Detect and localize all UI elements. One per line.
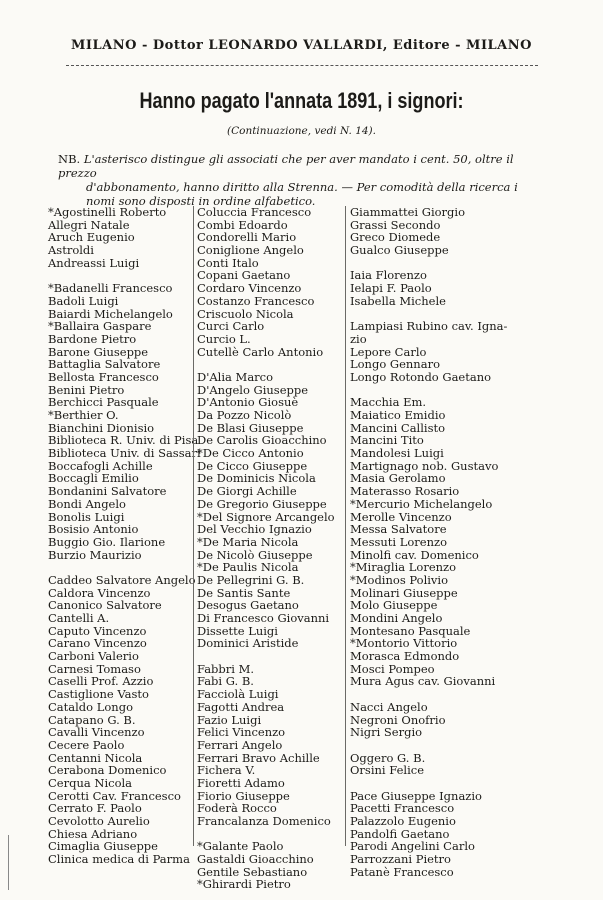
subscriber-name: Curcio L. bbox=[197, 331, 251, 346]
subscriber-name: *Ghirardi Pietro bbox=[197, 877, 291, 892]
subscriber-name: *Galante Paolo bbox=[197, 839, 284, 854]
subscriber-name: Coluccia Francesco bbox=[197, 205, 312, 219]
subscriber-name: Andreassi Luigi bbox=[48, 255, 140, 270]
subscriber-name: Bosisio Antonio bbox=[48, 522, 139, 537]
subscriber-name: Nigri Sergio bbox=[350, 725, 423, 740]
page-edge-mark bbox=[8, 835, 9, 890]
subscriber-name: Oggero G. B. bbox=[350, 750, 426, 765]
subscriber-name: Chiesa Adriano bbox=[48, 826, 138, 841]
subscriber-name: Bardone Pietro bbox=[48, 331, 137, 346]
subscriber-name: Cecere Paolo bbox=[48, 737, 125, 752]
subscriber-name: Cordaro Vincenzo bbox=[197, 281, 302, 296]
nb-line-1: L'asterisco distingue gli associati che per aver mandato i cent. 50, oltre il prezzo bbox=[58, 152, 514, 180]
subscriber-name: Boccafogli Achille bbox=[48, 458, 153, 473]
subscriber-name: Lepore Carlo bbox=[350, 344, 427, 359]
subscriber-name: Dissette Luigi bbox=[197, 623, 278, 638]
subscriber-name: Macchia Em. bbox=[350, 395, 427, 410]
names-column-3 bbox=[350, 206, 550, 878]
subscriber-name: Fichera V. bbox=[197, 763, 256, 778]
subscriber-name: Cerotti Cav. Francesco bbox=[48, 788, 181, 803]
names-column-2 bbox=[197, 206, 343, 891]
subscriber-name: Copani Gaetano bbox=[197, 268, 291, 283]
subscriber-name: *Mercurio Michelangelo bbox=[350, 496, 493, 511]
subscriber-name: Patanè Francesco bbox=[350, 864, 454, 879]
subscriber-name: Bondanini Salvatore bbox=[48, 484, 167, 499]
subscriber-name: D'Antonio Giosuè bbox=[197, 395, 299, 410]
subscriber-name: Caselli Prof. Azzio bbox=[48, 674, 154, 689]
subscriber-name: Caputo Vincenzo bbox=[48, 623, 147, 638]
subscriber-name: Baiardi Michelangelo bbox=[48, 306, 173, 321]
subscriber-name: Mosci Pompeo bbox=[350, 661, 435, 676]
subscriber-name: *De Maria Nicola bbox=[197, 534, 299, 549]
section-gap bbox=[350, 777, 550, 790]
section-gap bbox=[350, 739, 550, 752]
subscriber-name: zio bbox=[350, 331, 367, 346]
subscriber-name: Badoli Luigi bbox=[48, 293, 119, 308]
subscriber-name: Biblioteca Univ. di Sassari bbox=[48, 446, 201, 461]
subscriber-name: Mandolesi Luigi bbox=[350, 446, 444, 461]
subscriber-name: Carano Vincenzo bbox=[48, 636, 147, 651]
header-ornament-rule bbox=[66, 57, 538, 66]
subscriber-name: Francalanza Domenico bbox=[197, 814, 331, 828]
subscriber-name: Grassi Secondo bbox=[350, 217, 441, 232]
section-gap bbox=[350, 688, 550, 701]
subscriber-name: Centanni Nicola bbox=[48, 750, 143, 765]
subscriber-name: *Agostinelli Roberto bbox=[48, 205, 167, 219]
subscriber-name: Felici Vincenzo bbox=[197, 725, 286, 740]
subscriber-name: De Carolis Gioacchino bbox=[197, 433, 327, 448]
subscriber-name: Burzio Maurizio bbox=[48, 547, 142, 562]
subscriber-name: Bellosta Francesco bbox=[48, 369, 159, 384]
nb-note bbox=[58, 152, 550, 208]
subscriber-name: Cutellè Carlo Antonio bbox=[197, 344, 324, 359]
nb-line-2: d'abbonamento, hanno diritto alla Strenna. — Per comodità della ricerca i bbox=[86, 180, 518, 194]
subscriber-name: Parrozzani Pietro bbox=[350, 852, 451, 867]
subscriber-name: Boccagli Emilio bbox=[48, 471, 139, 486]
subscriber-name: Barone Giuseppe bbox=[48, 344, 149, 359]
subscriber-name: Buggio Gio. Ilarione bbox=[48, 534, 166, 549]
subscriber-name: Ielapi F. Paolo bbox=[350, 281, 432, 296]
subscriber-name: *Miraglia Lorenzo bbox=[350, 560, 457, 575]
subscriber-name: Masia Gerolamo bbox=[350, 471, 446, 486]
subscriber-name: Maiatico Emidio bbox=[350, 408, 446, 422]
subscriber-name: Molinari Giuseppe bbox=[350, 585, 458, 600]
subscriber-name: Pandolfi Gaetano bbox=[350, 826, 450, 841]
subscriber-name: Condorelli Mario bbox=[197, 230, 297, 245]
subscriber-name: Merolle Vincenzo bbox=[350, 509, 452, 524]
subscriber-name: Battaglia Salvatore bbox=[48, 357, 161, 372]
subscriber-name: Dominici Aristide bbox=[197, 636, 299, 651]
subscriber-name: De Cicco Giuseppe bbox=[197, 458, 308, 473]
section-gap bbox=[197, 650, 343, 663]
continuation-note: (Continuazione, vedi N. 14). bbox=[227, 125, 376, 137]
subscriber-name: *De Cicco Antonio bbox=[197, 446, 304, 461]
subscriber-name: *Ballaira Gaspare bbox=[48, 319, 152, 334]
subscriber-name: *De Paulis Nicola bbox=[197, 560, 299, 575]
subscriber-name: Pacetti Francesco bbox=[350, 801, 455, 816]
subscriber-name: Carnesi Tomaso bbox=[48, 661, 141, 676]
subscriber-name: Cevolotto Aurelio bbox=[48, 814, 150, 828]
nb-line-3: nomi sono disposti in ordine alfabetico. bbox=[86, 194, 316, 208]
subscriber-name: Fiorio Giuseppe bbox=[197, 788, 290, 803]
subscriber-name: Desogus Gaetano bbox=[197, 598, 299, 613]
subscriber-name: Da Pozzo Nicolò bbox=[197, 408, 292, 422]
subscriber-name: Combi Edoardo bbox=[197, 217, 288, 232]
subscriber-name: Conti Italo bbox=[197, 255, 259, 270]
subscriber-name: Cimaglia Giuseppe bbox=[48, 839, 158, 854]
subscriber-name: Fioretti Adamo bbox=[197, 775, 285, 790]
subscriber-name: Criscuolo Nicola bbox=[197, 306, 294, 321]
subscriber-name: Giammattei Giorgio bbox=[350, 205, 466, 219]
subscriber-name: Foderà Rocco bbox=[197, 801, 277, 816]
subscriber-name: Cerabona Domenico bbox=[48, 763, 167, 778]
subscriber-name: Astroldi bbox=[48, 243, 94, 258]
subscriber-name: D'Angelo Giuseppe bbox=[197, 382, 309, 397]
subscriber-name: Bonolis Luigi bbox=[48, 509, 125, 524]
subscriber-name: Costanzo Francesco bbox=[197, 293, 315, 308]
subscriber-name: *Modinos Polivio bbox=[350, 572, 449, 587]
subscriber-name: Longo Rotondo Gaetano bbox=[350, 369, 492, 384]
subscriber-name: *Montorio Vittorio bbox=[350, 636, 458, 651]
subscriber-name: Cantelli A. bbox=[48, 611, 110, 625]
nb-label: NB. bbox=[58, 152, 81, 166]
subscriber-name: Messuti Lorenzo bbox=[350, 534, 447, 549]
column-divider-2 bbox=[345, 206, 346, 846]
subscriber-name: De Giorgi Achille bbox=[197, 484, 297, 499]
subscriber-name: Allegri Natale bbox=[48, 217, 130, 232]
subscriber-name: Parodi Angelini Carlo bbox=[350, 839, 475, 854]
subscriber-name: Fagotti Andrea bbox=[197, 699, 285, 714]
subscriber-name: Iaia Florenzo bbox=[350, 268, 427, 283]
subscriber-name: Materasso Rosario bbox=[350, 484, 460, 499]
subscriber-name: Berchicci Pasquale bbox=[48, 395, 159, 410]
subscriber-name: Cerrato F. Paolo bbox=[48, 801, 142, 816]
subscriber-name: Molo Giuseppe bbox=[350, 598, 438, 613]
subscriber-name: Curci Carlo bbox=[197, 319, 265, 334]
subscriber-name: Canonico Salvatore bbox=[48, 598, 162, 613]
subscriber-name: Messa Salvatore bbox=[350, 522, 447, 537]
subscriber-name: Cavalli Vincenzo bbox=[48, 725, 145, 740]
subscriber-name: Mura Agus cav. Giovanni bbox=[350, 674, 496, 689]
subscriber-name: Mondini Angelo bbox=[350, 611, 443, 625]
subscriber-name: De Blasi Giuseppe bbox=[197, 420, 304, 435]
subscriber-name: Del Vecchio Ignazio bbox=[197, 522, 312, 537]
subscriber-name: Negroni Onofrio bbox=[350, 712, 446, 727]
subscriber-name: Gentile Sebastiano bbox=[197, 864, 308, 879]
subscriber-name: Greco Diomede bbox=[350, 230, 441, 245]
publisher-header: MILANO - Dottor LEONARDO VALLARDI, Editore - MILANO bbox=[71, 38, 532, 53]
subscriber-name: *Badanelli Francesco bbox=[48, 281, 173, 296]
subscriber-name: De Nicolò Giuseppe bbox=[197, 547, 313, 562]
subscriber-name: Palazzolo Eugenio bbox=[350, 814, 456, 828]
subscriber-name: Bondi Angelo bbox=[48, 496, 126, 511]
subscriber-name: Facciolà Luigi bbox=[197, 687, 279, 702]
subscriber-name: Morasca Edmondo bbox=[350, 649, 460, 664]
subscriber-name: Isabella Michele bbox=[350, 293, 446, 308]
subscriber-name: De Dominicis Nicola bbox=[197, 471, 316, 486]
subscriber-name: Longo Gennaro bbox=[350, 357, 440, 372]
subscriber-name: Lampiasi Rubino cav. Igna- bbox=[350, 319, 508, 334]
subscriber-name: Martignago nob. Gustavo bbox=[350, 458, 499, 473]
subscriber-name: Bianchini Dionisio bbox=[48, 420, 155, 435]
subscriber-name: Castiglione Vasto bbox=[48, 687, 149, 702]
subscriber-name: Mancini Callisto bbox=[350, 420, 446, 435]
subscriber-name: De Pellegrini G. B. bbox=[197, 572, 305, 587]
subscriber-name: Carboni Valerio bbox=[48, 649, 139, 664]
subscriber-name: Di Francesco Giovanni bbox=[197, 611, 330, 625]
subscriber-name: Minolfi cav. Domenico bbox=[350, 547, 479, 562]
subscriber-name: Biblioteca R. Univ. di Pisa bbox=[48, 433, 199, 448]
page-title: Hanno pagato l'annata 1891, i signori: bbox=[139, 88, 464, 113]
subscriber-name: Ferrari Bravo Achille bbox=[197, 750, 320, 765]
subscriber-name: Gualco Giuseppe bbox=[350, 243, 449, 258]
subscriber-name: Nacci Angelo bbox=[350, 699, 428, 714]
subscriber-name: Pace Giuseppe Ignazio bbox=[350, 788, 482, 803]
subscriber-name: Catapano G. B. bbox=[48, 712, 136, 727]
subscriber-name: Coniglione Angelo bbox=[197, 243, 304, 258]
subscriber-name: Fabbri M. bbox=[197, 661, 255, 676]
subscriber-name: De Santis Sante bbox=[197, 585, 291, 600]
column-divider-1 bbox=[193, 206, 194, 846]
subscriber-name: Orsini Felice bbox=[350, 763, 425, 778]
subscriber-name: Clinica medica di Parma bbox=[48, 852, 190, 867]
subscriber-name: D'Alia Marco bbox=[197, 369, 274, 384]
names-column-1 bbox=[48, 205, 201, 867]
subscriber-name: Aruch Eugenio bbox=[48, 230, 135, 245]
subscriber-name: Caddeo Salvatore Angelo bbox=[48, 572, 196, 587]
subscriber-name: *Berthier O. bbox=[48, 408, 119, 422]
subscriber-name: De Gregorio Giuseppe bbox=[197, 496, 327, 511]
subscriber-name: Montesano Pasquale bbox=[350, 623, 471, 638]
subscriber-name: Mancini Tito bbox=[350, 433, 424, 448]
subscriber-name: Cerqua Nicola bbox=[48, 775, 133, 790]
subscriber-name: *Del Signore Arcangelo bbox=[197, 509, 335, 524]
subscriber-name: Fazio Luigi bbox=[197, 712, 262, 727]
subscriber-name: Fabi G. B. bbox=[197, 674, 254, 689]
subscriber-name: Ferrari Angelo bbox=[197, 737, 283, 752]
subscriber-name: Cataldo Longo bbox=[48, 699, 134, 714]
subscriber-name: Caldora Vincenzo bbox=[48, 585, 151, 600]
subscriber-name: Benini Pietro bbox=[48, 382, 125, 397]
subscriber-name: Gastaldi Gioacchino bbox=[197, 852, 314, 867]
